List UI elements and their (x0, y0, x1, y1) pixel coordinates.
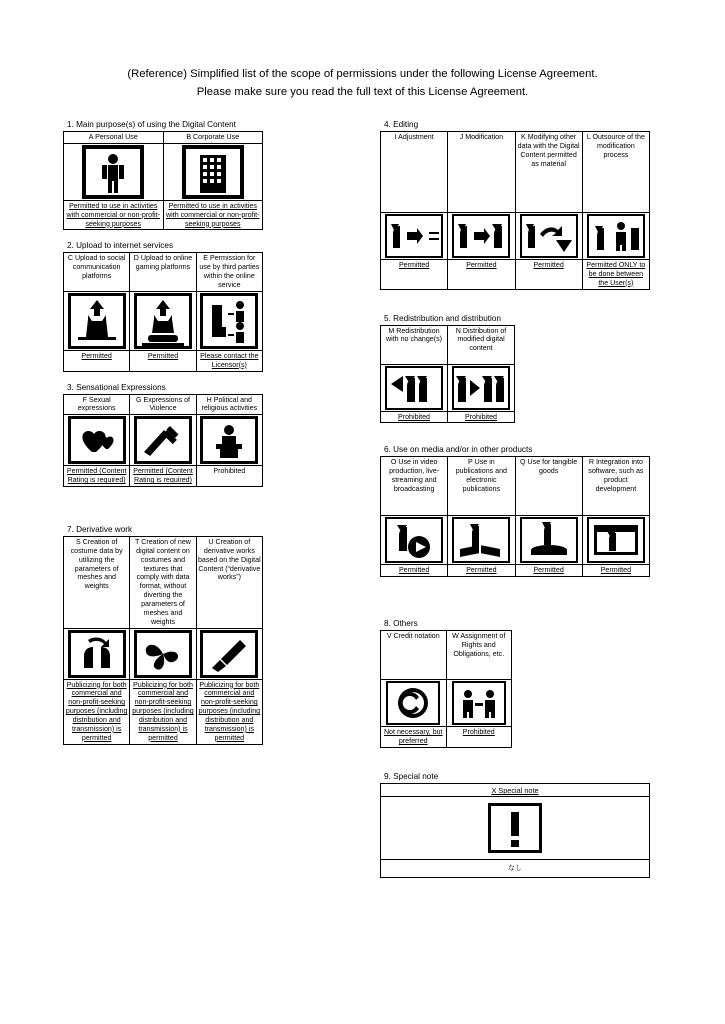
cell-head-m: M Redistribution with no change(s) (381, 325, 448, 364)
cell-head-c: C Upload to social communication platforms (64, 253, 130, 291)
table-row (64, 415, 263, 466)
cell-head-h: H Political and religious activities (196, 394, 262, 415)
cell-head-r: R Integration into software, such as product development (582, 457, 649, 516)
section-7 (63, 525, 263, 745)
cell-head-o: O Use in video production, live-streaming and broadcasting (381, 457, 448, 516)
cell-status-w: Prohibited (446, 727, 512, 748)
table-row (64, 132, 263, 144)
special-note-title: X Special note (381, 784, 649, 797)
cell-head-q: Q Use for tangible goods (515, 457, 582, 516)
section-9 (380, 772, 650, 878)
cell-status-m: Prohibited (381, 411, 448, 423)
cell-status-r: Permitted (582, 565, 649, 577)
cell-pic-c (64, 291, 130, 350)
header-line-1: (Reference) Simplified list of the scope of permissions under the following License Agreement. (127, 68, 598, 80)
cell-pic-r (582, 516, 649, 565)
section-1-title: 1. Main purpose(s) of using the Digital Content (67, 120, 236, 129)
knife-icon (134, 416, 192, 464)
table-row (381, 213, 650, 260)
section-3-table (63, 394, 263, 487)
cell-status-u: Publicizing for both commercial and non-profit-seeking purposes (including distribution and transmission) is permitted (196, 679, 262, 744)
section-3-title: 3. Sensational Expressions (67, 382, 166, 392)
cell-head-f: F Sexual expressions (64, 394, 130, 415)
cell-status-a: Permitted to use in activities with commercial or non-profit-seeking purposes (64, 200, 164, 230)
section-6 (380, 445, 650, 577)
cell-head-s: S Creation of costume data by utilizing the parameters of meshes and weights (64, 537, 130, 629)
cell-head-p: P Use in publications and electronic publications (448, 457, 515, 516)
cell-status-g: Permitted (Content Rating is required) (130, 466, 196, 487)
table-row (381, 411, 515, 423)
cell-status-l: Permitted ONLY to be done between the User(s) (582, 260, 649, 290)
podium-icon (200, 416, 258, 464)
cell-head-b: B Corporate Use (163, 132, 263, 144)
outsource-icon (587, 214, 645, 258)
adjustment-icon (385, 214, 443, 258)
cell-pic-e (196, 291, 262, 350)
distribute-modified-icon (452, 366, 510, 410)
table-row (381, 457, 650, 516)
cell-pic-d (130, 291, 196, 350)
video-play-icon (385, 517, 443, 563)
cell-pic-q (515, 516, 582, 565)
cell-head-u: U Creation of derivative works based on the Digital Content (“derivative works”) (196, 537, 262, 629)
section-6-table (380, 456, 650, 577)
cell-head-e: E Permission for use by third parties within the online service (196, 253, 262, 291)
special-note-box (380, 783, 650, 878)
section-5 (380, 314, 650, 424)
building-icon (182, 145, 244, 199)
cell-status-j: Permitted (448, 260, 515, 290)
section-7-table (63, 536, 263, 745)
cell-pic-j (448, 213, 515, 260)
section-8 (380, 619, 650, 748)
table-row (64, 537, 263, 629)
table-row (381, 565, 650, 577)
upload-game-icon (134, 293, 192, 349)
assignment-people-icon (452, 681, 506, 725)
cell-status-n: Prohibited (448, 411, 515, 423)
brush-icon (200, 630, 258, 678)
cell-head-k: K Modifying other data with the Digital Content permitted as material (515, 132, 582, 213)
special-note-icon-area (381, 797, 649, 860)
section-2-title: 2. Upload to internet services (67, 241, 174, 251)
cell-status-b: Permitted to use in activities with commercial or non-profit-seeking purposes (163, 200, 263, 230)
section-5-table (380, 325, 515, 424)
section-2-table (63, 252, 263, 371)
book-icon (452, 517, 510, 563)
cell-head-i: I Adjustment (381, 132, 448, 213)
cell-pic-o (381, 516, 448, 565)
cell-pic-n (448, 364, 515, 411)
section-4-title: 4. Editing (384, 120, 419, 129)
table-row (64, 679, 263, 744)
costume-recycle-icon (68, 630, 126, 678)
exclamation-icon (488, 803, 542, 853)
table-row (381, 727, 512, 748)
section-4 (380, 120, 650, 290)
left-column (63, 120, 263, 756)
section-9-title: 9. Special note (384, 772, 439, 782)
cell-head-g: G Expressions of Violence (130, 394, 196, 415)
goods-icon (520, 517, 578, 563)
table-row (64, 200, 263, 230)
cell-head-j: J Modification (448, 132, 515, 213)
person-icon (82, 145, 144, 199)
cell-pic-g (130, 415, 196, 466)
upload-social-icon (68, 293, 126, 349)
copyright-icon (386, 681, 440, 725)
table-row (64, 143, 263, 200)
cell-head-d: D Upload to online gaming platforms (130, 253, 196, 291)
hearts-icon (68, 416, 126, 464)
table-row (381, 516, 650, 565)
cell-pic-a (64, 143, 164, 200)
section-1-table (63, 131, 263, 230)
header-line-2: Please make sure you read the full text of this License Agreement. (196, 85, 529, 98)
table-row (64, 628, 263, 679)
cell-status-p: Permitted (448, 565, 515, 577)
cell-status-d: Permitted (130, 350, 196, 371)
table-row (64, 350, 263, 371)
section-4-table (380, 131, 650, 290)
cell-pic-t (130, 628, 196, 679)
cell-status-q: Permitted (515, 565, 582, 577)
section-7-title: 7. Derivative work (67, 525, 133, 535)
cell-head-v: V Credit notation (381, 631, 447, 680)
new-content-icon (134, 630, 192, 678)
material-icon (520, 214, 578, 258)
table-row (381, 631, 512, 680)
cell-pic-p (448, 516, 515, 565)
modification-icon (452, 214, 510, 258)
cell-status-h: Prohibited (196, 466, 262, 487)
cell-status-o: Permitted (381, 565, 448, 577)
section-5-title: 5. Redistribution and distribution (384, 313, 501, 323)
table-row (64, 466, 263, 487)
cell-head-w: W Assignment of Rights and Obligations, etc. (446, 631, 512, 680)
cell-head-l: L Outsource of the modification process (582, 132, 649, 213)
cell-pic-k (515, 213, 582, 260)
cell-pic-b (163, 143, 263, 200)
cell-status-k: Permitted (515, 260, 582, 290)
cell-status-s: Publicizing for both commercial and non-profit-seeking purposes (including distribution and transmission) is permitted (64, 679, 130, 744)
cell-pic-s (64, 628, 130, 679)
section-1 (63, 120, 263, 230)
table-row (64, 253, 263, 291)
cell-pic-l (582, 213, 649, 260)
cell-status-t: Publicizing for both commercial and non-profit-seeking purposes (including distribution and transmission) is permitted (130, 679, 196, 744)
table-row (64, 394, 263, 415)
section-8-table (380, 630, 512, 748)
right-column (380, 120, 650, 889)
table-row (381, 260, 650, 290)
cell-head-a: A Personal Use (64, 132, 164, 144)
cell-status-v: Not necessary, but preferred (381, 727, 447, 748)
section-8-title: 8. Others (384, 619, 418, 629)
cell-pic-w (446, 680, 512, 727)
table-row (64, 291, 263, 350)
document-header (0, 0, 725, 101)
table-row (381, 364, 515, 411)
redistribute-icon (385, 366, 443, 410)
special-note-text: なし (508, 865, 522, 873)
software-window-icon (587, 517, 645, 563)
cell-head-t: T Creation of new digital content on costumes and textures that comply with data format, without diverting the parameters of meshes and weights (130, 537, 196, 629)
table-row (381, 680, 512, 727)
section-2 (63, 241, 263, 371)
cell-status-i: Permitted (381, 260, 448, 290)
table-row (381, 132, 650, 213)
cell-pic-v (381, 680, 447, 727)
section-6-title: 6. Use on media and/or in other products (384, 445, 533, 455)
section-3 (63, 383, 263, 487)
cell-status-f: Permitted (Content Rating is required) (64, 466, 130, 487)
cell-pic-h (196, 415, 262, 466)
cell-status-c: Permitted (64, 350, 130, 371)
cell-pic-u (196, 628, 262, 679)
cell-pic-i (381, 213, 448, 260)
third-party-icon (200, 293, 258, 349)
cell-head-n: N Distribution of modified digital content (448, 325, 515, 364)
cell-pic-f (64, 415, 130, 466)
table-row (381, 325, 515, 364)
cell-status-e: Please contact the Licensor(s) (196, 350, 262, 371)
cell-pic-m (381, 364, 448, 411)
